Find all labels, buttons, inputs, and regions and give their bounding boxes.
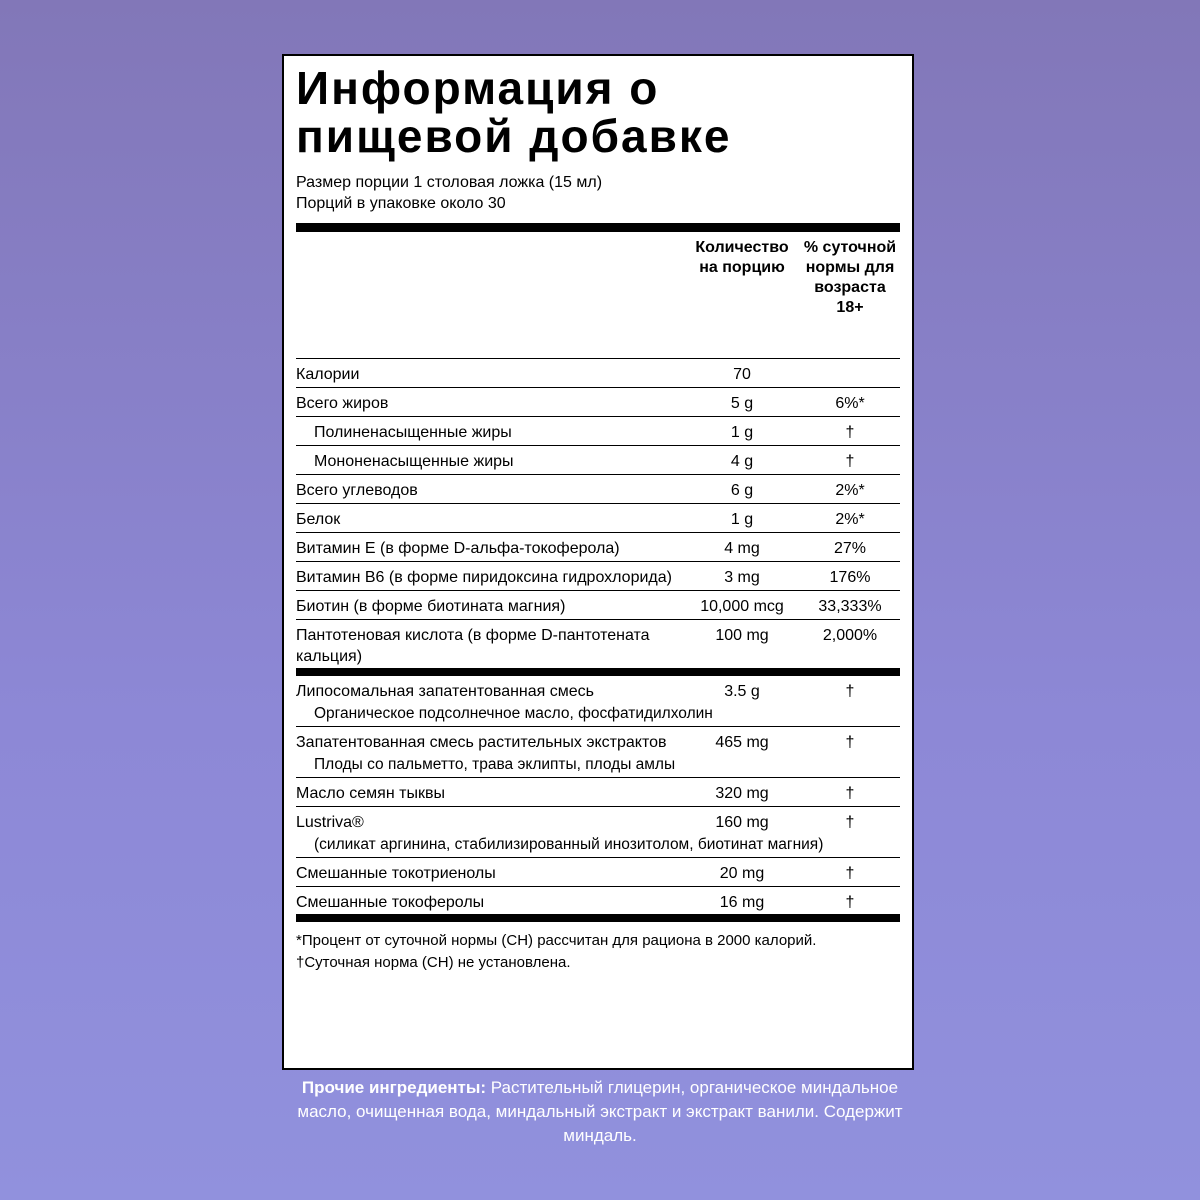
nutrient-row	[296, 620, 900, 669]
dv-header: % суточной нормы для возраста 18+	[803, 239, 897, 316]
blend-amount: 3.5 g	[724, 683, 760, 700]
blend-name: Запатентованная смесь растительных экстрактов	[296, 734, 667, 751]
blend-row	[296, 858, 900, 887]
nutrient-name: Полиненасыщенные жиры	[314, 424, 512, 441]
servings-per-container: Порций в упаковке около 30	[296, 195, 506, 212]
blend-amount: 160 mg	[715, 814, 769, 831]
blend-ingredients: Плоды со пальметто, трава эклипты, плоды амлы	[314, 756, 676, 773]
blend-row	[296, 887, 900, 915]
footnotes	[296, 930, 900, 974]
nutrient-dv: 2%*	[835, 482, 865, 499]
nutrient-amount: 1 g	[730, 511, 754, 528]
nutrient-dv: 2,000%	[822, 627, 878, 644]
blend-row	[296, 676, 900, 727]
nutrient-name: Витамин E (в форме D-альфа-токоферола)	[296, 540, 620, 557]
blend-row	[296, 807, 900, 858]
nutrient-amount: 4 mg	[724, 540, 760, 557]
nutrient-amount: 100 mg	[715, 627, 769, 644]
blend-amount: 16 mg	[719, 894, 765, 911]
nutrient-name: Белок	[296, 511, 341, 528]
footnote: †Суточная норма (СН) не установлена.	[296, 954, 571, 971]
thick-divider	[296, 668, 900, 676]
amount-header: Количество на порцию	[695, 239, 789, 276]
blend-dv: †	[845, 785, 855, 802]
nutrient-row	[296, 591, 900, 620]
serving-size: Размер порции 1 столовая ложка (15 мл)	[296, 174, 603, 191]
blend-name: Смешанные токоферолы	[296, 894, 485, 911]
blend-list	[296, 676, 900, 915]
nutrient-amount: 5 g	[730, 395, 754, 412]
blend-amount: 465 mg	[715, 734, 769, 751]
nutrient-list	[296, 359, 900, 669]
nutrient-name: Мононенасыщенные жиры	[314, 453, 514, 470]
blend-dv: †	[845, 894, 855, 911]
other-ingredients	[282, 1076, 918, 1148]
nutrient-dv: †	[845, 453, 855, 470]
nutrient-name: Всего углеводов	[296, 482, 418, 499]
blend-row	[296, 727, 900, 778]
blend-row	[296, 778, 900, 807]
blend-amount: 20 mg	[719, 865, 765, 882]
other-ingredients-text: Растительный глицерин, органическое миндальное масло, очищенная вода, миндальный экстракт и экстракт ванили. Содержит миндаль.	[297, 1078, 903, 1145]
nutrient-name: Биотин (в форме биотината магния)	[296, 598, 566, 615]
blend-amount: 320 mg	[715, 785, 769, 802]
nutrient-dv: 27%	[833, 540, 867, 557]
nutrient-dv: †	[845, 424, 855, 441]
blend-dv: †	[845, 865, 855, 882]
nutrient-dv: 176%	[829, 569, 871, 586]
nutrient-dv	[800, 364, 900, 385]
nutrient-row	[296, 388, 900, 417]
nutrient-dv: 6%*	[835, 395, 865, 412]
blend-name: Lustriva®	[296, 814, 364, 831]
nutrient-amount: 10,000 mcg	[700, 598, 784, 615]
nutrient-row	[296, 562, 900, 591]
blend-dv: †	[845, 683, 855, 700]
nutrient-name: Пантотеновая кислота (в форме D-пантотената кальция)	[296, 627, 650, 665]
supplement-facts-panel	[282, 54, 914, 1070]
table-header	[296, 232, 900, 359]
other-ingredients-label: Прочие ингредиенты:	[301, 1078, 487, 1097]
blend-dv: †	[845, 814, 855, 831]
panel-title: Информация о пищевой добавке	[296, 62, 732, 162]
nutrient-row	[296, 533, 900, 562]
nutrient-amount: 1 g	[730, 424, 754, 441]
nutrient-name: Калории	[296, 366, 360, 383]
nutrient-dv: 2%*	[835, 511, 865, 528]
footnote: *Процент от суточной нормы (СН) рассчитан для рациона в 2000 калорий.	[296, 932, 817, 949]
nutrient-row	[296, 504, 900, 533]
blend-name: Смешанные токотриенолы	[296, 865, 496, 882]
blend-ingredients: (силикат аргинина, стабилизированный инозитолом, биотинат магния)	[314, 836, 824, 853]
nutrient-amount: 6 g	[730, 482, 754, 499]
nutrient-amount: 4 g	[730, 453, 754, 470]
nutrient-row	[296, 359, 900, 388]
blend-name: Масло семян тыквы	[296, 785, 445, 802]
nutrient-amount: 70	[733, 366, 751, 383]
thick-divider	[296, 223, 900, 232]
nutrient-name: Всего жиров	[296, 395, 389, 412]
nutrient-row	[296, 417, 900, 446]
nutrient-row	[296, 475, 900, 504]
nutrient-dv: 33,333%	[818, 598, 882, 615]
nutrient-amount: 3 mg	[724, 569, 760, 586]
blend-name: Липосомальная запатентованная смесь	[296, 683, 594, 700]
blend-ingredients: Органическое подсолнечное масло, фосфатидилхолин	[314, 705, 713, 722]
nutrient-name: Витамин B6 (в форме пиридоксина гидрохлорида)	[296, 569, 672, 586]
nutrient-row	[296, 446, 900, 475]
blend-dv: †	[845, 734, 855, 751]
thick-divider	[296, 914, 900, 922]
